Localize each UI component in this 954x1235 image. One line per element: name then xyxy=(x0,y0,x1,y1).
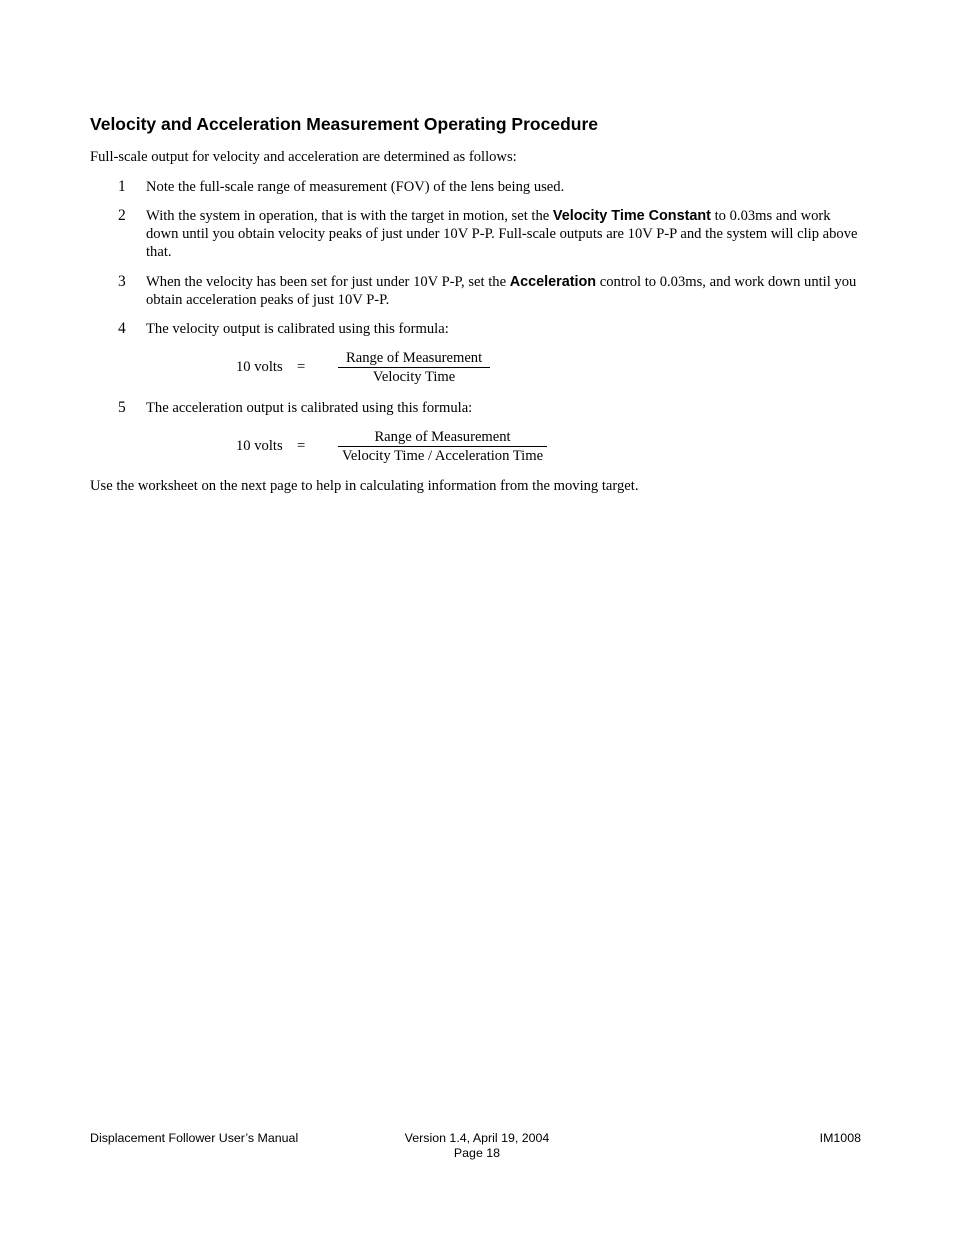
step-text-part: control to 0.03ms, and work down until you obtain acceleration peaks of just 10V P-P. xyxy=(146,274,857,308)
closing-paragraph: Use the worksheet on the next page to help in calculating information from the moving target. xyxy=(90,478,639,494)
formula-denominator: Velocity Time xyxy=(372,369,456,385)
step-number: 2 xyxy=(118,207,126,224)
step-2 xyxy=(118,207,858,263)
formula-lhs: 10 volts xyxy=(236,438,283,454)
control-name-velocity-time-constant: Velocity Time Constant xyxy=(552,208,711,224)
step-text xyxy=(146,273,858,309)
step-text-part: With the system in operation, that is with the target in motion, set the xyxy=(146,208,553,224)
step-number: 1 xyxy=(118,178,126,195)
footer-version-block xyxy=(377,1131,577,1161)
control-name-acceleration: Acceleration xyxy=(509,274,597,290)
step-text: Note the full-scale range of measurement (FOV) of the lens being used. xyxy=(146,179,565,195)
intro-paragraph: Full-scale output for velocity and acceleration are determined as follows: xyxy=(90,149,517,165)
step-number: 3 xyxy=(118,273,126,290)
step-text-part: When the velocity has been set for just under 10V P-P, set the xyxy=(146,274,510,290)
step-text: The velocity output is calibrated using this formula: xyxy=(146,321,449,337)
formula-equals: = xyxy=(297,359,306,375)
step-1 xyxy=(118,178,858,198)
footer-version: Version 1.4, April 19, 2004 xyxy=(404,1131,550,1145)
step-number: 4 xyxy=(118,320,126,337)
step-5 xyxy=(118,399,858,419)
formula-fraction xyxy=(338,349,490,386)
step-text-part: to 0.03ms and work down until you obtain velocity peaks of just under 10V P-P. Full-scale outputs are 10V P-P and the system will clip above that. xyxy=(146,208,858,260)
formula-fraction xyxy=(338,428,547,465)
formula-numerator: Range of Measurement xyxy=(338,428,547,447)
step-number: 5 xyxy=(118,399,126,416)
step-text: The acceleration output is calibrated using this formula: xyxy=(146,400,473,416)
footer-document-id: IM1008 xyxy=(819,1131,861,1145)
footer-manual-title: Displacement Follower User’s Manual xyxy=(90,1131,299,1145)
formula-equals: = xyxy=(297,438,306,454)
footer-page-number: Page 18 xyxy=(453,1146,501,1160)
formula-denominator: Velocity Time / Acceleration Time xyxy=(342,448,544,464)
step-4 xyxy=(118,320,858,340)
step-3 xyxy=(118,273,858,311)
formula-numerator: Range of Measurement xyxy=(338,349,490,368)
formula-lhs: 10 volts xyxy=(236,359,283,375)
step-text xyxy=(146,207,858,261)
section-heading: Velocity and Acceleration Measurement Operating Procedure xyxy=(90,114,598,134)
